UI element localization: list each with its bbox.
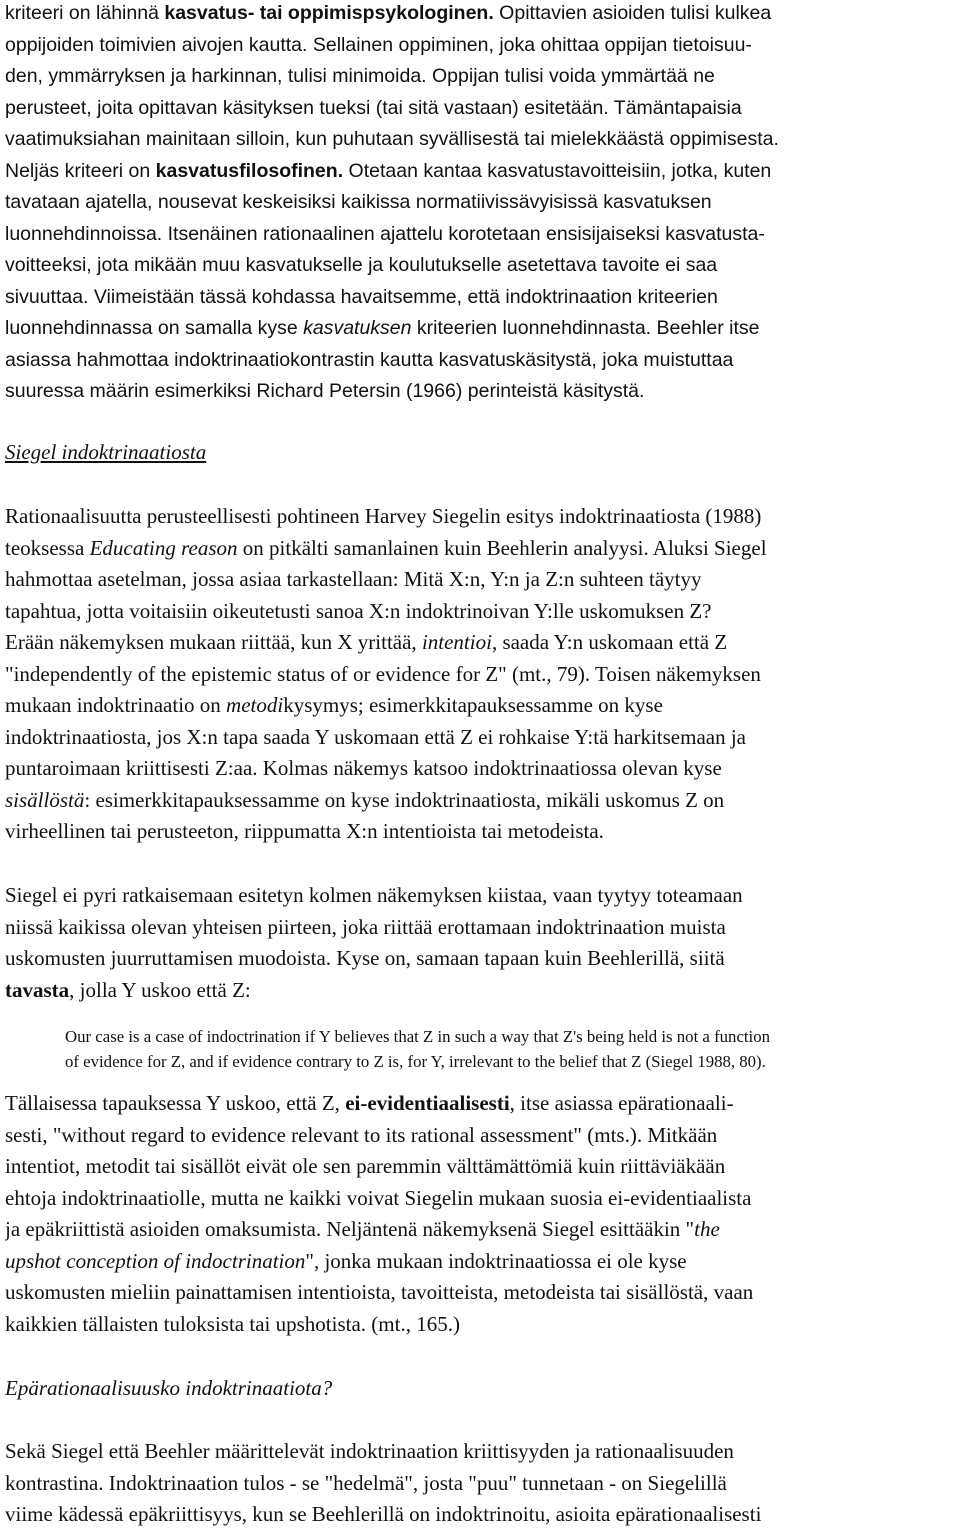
text-run: hahmottaa asetelman, jossa asiaa tarkastellaan: Mitä X:n, Y:n ja Z:n suhteen täytyy [5,567,702,591]
text-run: , itse asiassa epärationaali- [509,1091,734,1115]
text-line [5,753,960,785]
text-run: uskomusten mieliin painattamisen intentioista, tavoitteista, metodeista tai sisällöstä, vaan [5,1280,754,1304]
text-run: indoktrinaatiosta, jos X:n tapa saada Y uskomaan että Z ei rohkaise Y:tä harkitsemaan ja [5,724,746,749]
text-line [5,596,960,628]
text-run: tapahtua, jotta voitaisiin oikeutetusti sanoa X:n indoktrinoivan Y:lle uskomuksen Z? [5,598,712,623]
text-run: "independently of the epistemic status of or evidence for Z" (mt., 79). Toisen näkemyksen [5,661,761,686]
text-run: ehtoja indoktrinaatiolle, mutta ne kaikki voivat Siegelin mukaan suosia ei-evidentiaalista [5,1185,752,1210]
text-line [5,1468,960,1500]
text-run: Opittavien asioiden tulisi kulkea [493,2,772,24]
text-line [5,533,960,565]
text-run: uskomusten juurruttamisen muodoista. Kyse on, samaan tapaan kuin Beehlerillä, siitä [5,946,725,970]
text-run: on pitkälti samanlainen kuin Beehlerin analyysi. Aluksi Siegel [237,535,767,560]
text-line [5,345,960,377]
text-line [5,156,960,188]
text-run: puntaroimaan kriittisesti Z:aa. Kolmas näkemys katsoo indoktrinaatiossa olevan kyse [5,756,722,780]
text-run: luonnehdinnassa on samalla kyse [5,317,304,339]
text-run: sivuuttaa. Viimeistään tässä kohdassa havaitsemme, että indoktrinaation kriteerien [5,285,718,308]
bold-text: ei-evidentiaalisesti [345,1091,510,1115]
text-run: oppijoiden toimivien aivojen kautta. Sellainen oppiminen, joka ohittaa oppijan tietoisuu- [5,33,752,56]
text-run: suuressa määrin esimerkiksi Richard Petersin (1966) perinteistä käsitystä. [5,380,645,402]
text-line [5,943,960,975]
text-run: Tällaisessa tapauksessa Y uskoo, että Z, [5,1091,346,1115]
text-line [5,785,960,817]
text-line [5,282,960,314]
text-run: den, ymmärryksen ja harkinnan, tulisi minimoida. Oppijan tulisi voida ymmärtää ne [5,65,715,87]
italic-text: sisällöstä [5,787,85,812]
italic-text: kasvatuksen [303,317,412,339]
text-line [5,564,960,596]
text-run: Neljäs kriteeri on [5,159,156,182]
text-run: Erään näkemyksen mukaan riittää, kun X yrittää, [5,630,422,654]
text-line [5,627,960,659]
text-run: kysymys; esimerkkitapauksessamme on kyse [283,693,663,717]
text-run: luonnehdinnoissa. Itsenäinen rationaalinen ajattelu korotetaan ensisijaiseksi kasvatusta- [5,222,765,245]
text-line [5,250,960,282]
text-run: kaikkien tällaisten tuloksista tai upshotista. (mt., 165.) [5,1311,460,1336]
text-line [5,30,960,62]
text-line [5,1214,960,1246]
text-line [5,1436,960,1468]
paragraph-criteria [5,0,960,408]
text-run: : esimerkkitapauksessamme on kyse indoktrinaatiosta, mikäli uskomus Z on [84,787,725,812]
text-run: kriteeri on lähinnä [5,2,165,24]
text-run: tavataan ajatella, nousevat keskeisiksi kaikissa normatiivissävyisissä kasvatuksen [5,191,712,213]
text-run: kontrastina. Indoktrinaation tulos - se "hedelmä", josta "puu" tunnetaan - on Siegelillä [5,1470,727,1495]
text-run: voitteeksi, jota mikään muu kasvatukselle ja koulutukselle asetettava tavoite ei saa [5,254,718,276]
text-line [5,816,960,848]
text-line [5,975,960,1007]
text-run: teoksessa [5,535,90,560]
text-line [5,1499,960,1531]
bold-text: tavasta [5,977,70,1002]
text-run: kriteerien luonnehdinnasta. Beehler itse [411,317,760,339]
text-run: viime kädessä epäkriittisyys, kun se Beehlerillä on indoktrinoitu, asioita epärationaalisesti [5,1502,762,1526]
text-line [5,187,960,219]
text-run: mukaan indoktrinaatio on [5,693,227,717]
paragraph-siegel-intro [5,501,960,848]
text-line [5,912,960,944]
text-line [5,1151,960,1183]
text-run: sesti, "without regard to evidence relevant to its rational assessment" (mts.). Mitkään [5,1122,718,1147]
text-run: Siegel ei pyri ratkaisemaan esitetyn kolmen näkemyksen kiistaa, vaan tyytyy toteamaan [5,883,743,907]
bold-text: kasvatus- tai oppimispsykologinen. [164,2,494,24]
text-line [5,659,960,691]
text-run: ja epäkriittistä asioiden omaksumista. Neljäntenä näkemyksenä Siegel esittääkin " [5,1217,695,1241]
text-line [5,1088,960,1120]
text-run: Otetaan kantaa kasvatustavoitteisiin, jotka, kuten [343,159,772,182]
text-line [5,376,960,408]
text-run: , saada Y:n uskomaan että Z [491,630,728,654]
quote-line: of evidence for Z, and if evidence contrary to Z is, for Y, irrelevant to the belief that Z (Siegel 1988, 80). [65,1052,766,1071]
text-line [5,0,960,30]
text-run: asiassa hahmottaa indoktrinaatiokontrastin kautta kasvatuskäsitystä, joka muistuttaa [5,348,734,371]
text-run: vaatimuksiahan mainitaan silloin, kun puhutaan syvällisestä tai mielekkäästä oppimisesta. [5,128,779,150]
text-line [5,1277,960,1309]
quote-line: Our case is a case of indoctrination if Y believes that Z in such a way that Z's being held is not a function [65,1027,770,1046]
italic-text: upshot conception of indoctrination [5,1248,306,1273]
paragraph-rationality [5,1436,960,1531]
text-line [5,61,960,93]
text-line [5,722,960,754]
text-run: virheellinen tai perusteeton, riippumatta X:n intentioista tai metodeista. [5,819,604,843]
text-run: intentiot, metodit tai sisällöt eivät ole sen paremmin välttämättömiä kuin riittäviäkään [5,1154,726,1178]
paragraph-non-evidential [5,1088,960,1340]
text-line [5,313,960,345]
text-line [5,93,960,125]
text-line [5,1120,960,1152]
section-heading: Epärationaalisuusko indoktrinaatiota? [5,1376,333,1400]
text-run: , jolla Y uskoo että Z: [69,977,251,1002]
text-line [5,219,960,251]
text-line [5,690,960,722]
text-line [5,1246,960,1278]
text-run: Sekä Siegel että Beehler määrittelevät indoktrinaation kriittisyyden ja rationaalisuuden [5,1439,734,1463]
section-heading: Siegel indoktrinaatiosta [5,440,207,464]
bold-text: kasvatusfilosofinen. [155,159,344,182]
text-line [5,1183,960,1215]
text-line [5,501,960,533]
text-line [5,1309,960,1341]
text-run: perusteet, joita opittavan käsityksen tueksi (tai sitä vastaan) esitetään. Tämäntapaisia [5,96,742,119]
italic-text: Educating reason [89,535,238,560]
italic-text: the [694,1217,720,1241]
text-run: niissä kaikissa olevan yhteisen piirteen, joka riittää erottamaan indoktrinaation muista [5,914,726,939]
italic-text: intentioi [421,630,492,654]
paragraph-common-feature [5,880,960,1006]
text-line [5,124,960,156]
text-run: Rationaalisuutta perusteellisesti pohtineen Harvey Siegelin esitys indoktrinaatiosta (1988) [5,504,762,528]
block-quote [65,1024,960,1074]
italic-text: metodi [226,693,284,717]
text-run: ", jonka mukaan indoktrinaatiossa ei ole kyse [305,1248,687,1273]
text-line [5,880,960,912]
